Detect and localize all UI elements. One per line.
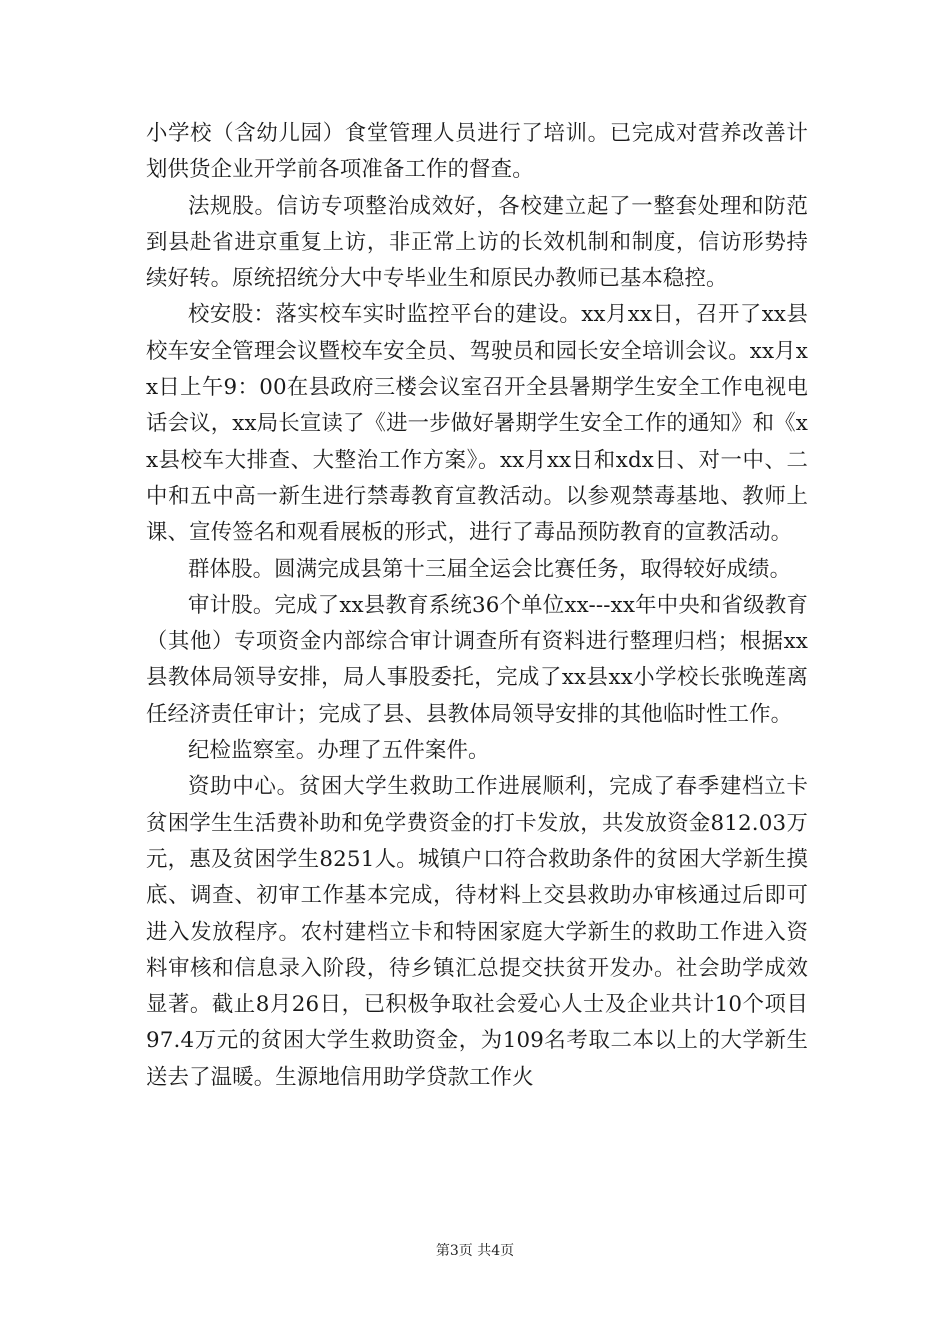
paragraph-school-safety-section: 校安股：落实校车实时监控平台的建设。xx月xx日，召开了xx县校车安全管理会议暨校车安全员、驾驶员和园长安全培训会议。xx月xx日上午9：00在县政府三楼会议室召开全县暑期学生安全工作电视电话会议，xx局长宣读了《进一步做好暑期学生安全工作的通知》和《xx县校车大排查、大整治工作方案》。xx月xx日和xdx日、对一中、二中和五中高一新生进行禁毒教育宣教活动。以参观禁毒基地、教师上课、宣传签名和观看展板的形式，进行了毒品预防教育的宣教活动。: [146, 302, 808, 546]
page-footer: [0, 1240, 950, 1260]
footer-total-pages: 4: [491, 1243, 501, 1259]
footer-prefix: 第: [435, 1243, 450, 1259]
paragraph-sports-section: 群体股。圆满完成县第十三届全运会比赛任务，取得较好成绩。: [188, 556, 792, 582]
paragraph-legal-section: 法规股。信访专项整治成效好，各校建立起了一整套处理和防范到县赴省进京重复上访，非正常上访的长效机制和制度，信访形势持续好转。原统招统分大中专毕业生和原民办教师已基本稳控。: [146, 193, 808, 292]
document-body: [146, 116, 808, 1096]
paragraph-funding-center: 资助中心。贫困大学生救助工作进展顺利，完成了春季建档立卡贫困学生生活费补助和免学费资金的打卡发放，共发放资金812.03万元，惠及贫困学生8251人。城镇户口符合救助条件的贫困大学新生摸底、调查、初审工作基本完成，待材料上交县救助办审核通过后即可进入发放程序。农村建档立卡和特困家庭大学新生的救助工作进入资料审核和信息录入阶段，待乡镇汇总提交扶贫开发办。社会助学成效显著。截止8月26日，已积极争取社会爱心人士及企业共计10个项目97.4万元的贫困大学生救助资金，为109名考取二本以上的大学新生送去了温暖。生源地信用助学贷款工作火: [146, 774, 808, 1090]
paragraph-audit-section: 审计股。完成了xx县教育系统36个单位xx---xx年中央和省级教育（其他）专项资金内部综合审计调查所有资料进行整理归档；根据xx县教体局领导安排，局人事股委托，完成了xx县xx小学校长张晚莲离任经济责任审计；完成了县、县教体局领导安排的其他临时性工作。: [146, 592, 808, 727]
footer-middle: 页 共: [458, 1243, 492, 1259]
paragraph-discipline-office: 纪检监察室。办理了五件案件。: [188, 738, 490, 764]
footer-current-page: 3: [449, 1243, 459, 1259]
paragraph-canteen-training: 小学校（含幼儿园）食堂管理人员进行了培训。已完成对营养改善计划供货企业开学前各项准备工作的督查。: [146, 121, 808, 183]
footer-suffix: 页: [500, 1243, 515, 1259]
